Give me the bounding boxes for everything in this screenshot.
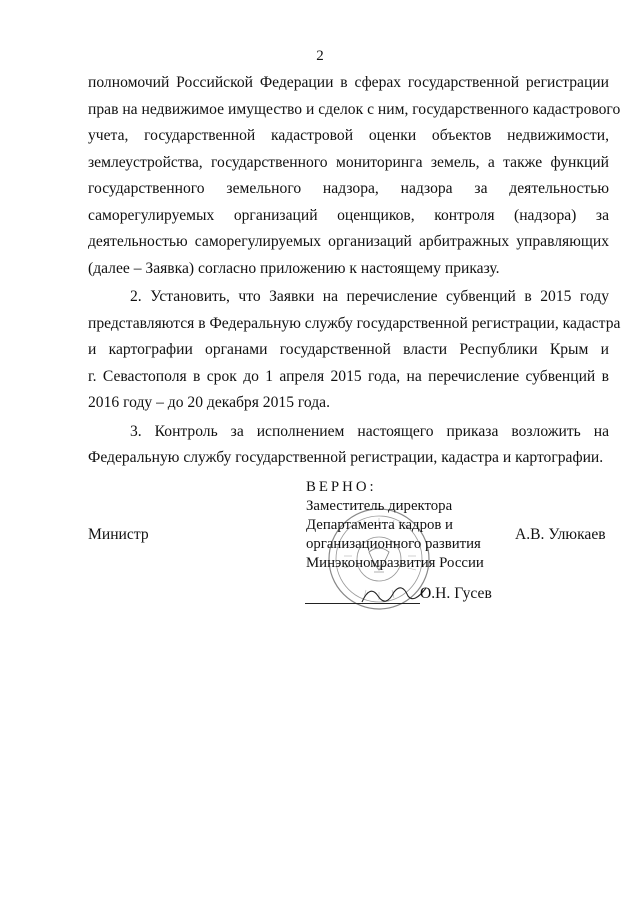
minister-title: Министр bbox=[88, 526, 149, 543]
page-number: 2 bbox=[316, 48, 324, 64]
text-line: (далее – Заявка) согласно приложению к настоящему приказу. bbox=[88, 259, 500, 277]
text-line: и картографии органами государственной власти Республики Крым и bbox=[88, 341, 609, 358]
certifier-position: Минэкономразвития России bbox=[306, 555, 484, 571]
certification bbox=[306, 478, 484, 573]
text-line: 2. Установить, что Заявки на перечисление субвенций в 2015 году bbox=[130, 288, 609, 305]
certifier-position: организационного развития bbox=[306, 536, 481, 552]
text-line: 2016 году – до 20 декабря 2015 года. bbox=[88, 394, 330, 411]
text-line: полномочий Российской Федерации в сферах государственной регистрации bbox=[88, 74, 609, 91]
text-line: 3. Контроль за исполнением настоящего приказа возложить на bbox=[130, 422, 609, 440]
text-line: землеустройства, государственного мониторинга земель, а также функций bbox=[88, 153, 609, 171]
text-line: Федеральную службу государственной регистрации, кадастра и картографии. bbox=[88, 449, 604, 466]
document-body bbox=[88, 70, 621, 472]
certifier-position: Департамента кадров и bbox=[306, 517, 453, 533]
minister-name: А.В. Улюкаев bbox=[515, 526, 606, 543]
certifier-position: Заместитель директора bbox=[306, 498, 453, 514]
signature-line bbox=[305, 603, 420, 604]
text-line: г. Севастополя в срок до 1 апреля 2015 года, на перечисление субвенций в bbox=[88, 367, 609, 385]
text-line: прав на недвижимое имущество и сделок с ним, государственного кадастрового bbox=[88, 100, 621, 118]
text-line: государственного земельного надзора, надзора за деятельностью bbox=[88, 180, 609, 197]
certification-mark: ВЕРНО: bbox=[306, 479, 377, 495]
text-line: саморегулируемых организаций оценщиков, контроля (надзора) за bbox=[88, 206, 609, 224]
signature-block bbox=[0, 470, 640, 620]
text-line: представляются в Федеральную службу государственной регистрации, кадастра bbox=[88, 314, 621, 332]
text-line: деятельностью саморегулируемых организаций арбитражных управляющих bbox=[88, 233, 609, 250]
text-line: учета, государственной кадастровой оценки объектов недвижимости, bbox=[88, 127, 609, 144]
certifier-name: О.Н. Гусев bbox=[420, 585, 492, 602]
